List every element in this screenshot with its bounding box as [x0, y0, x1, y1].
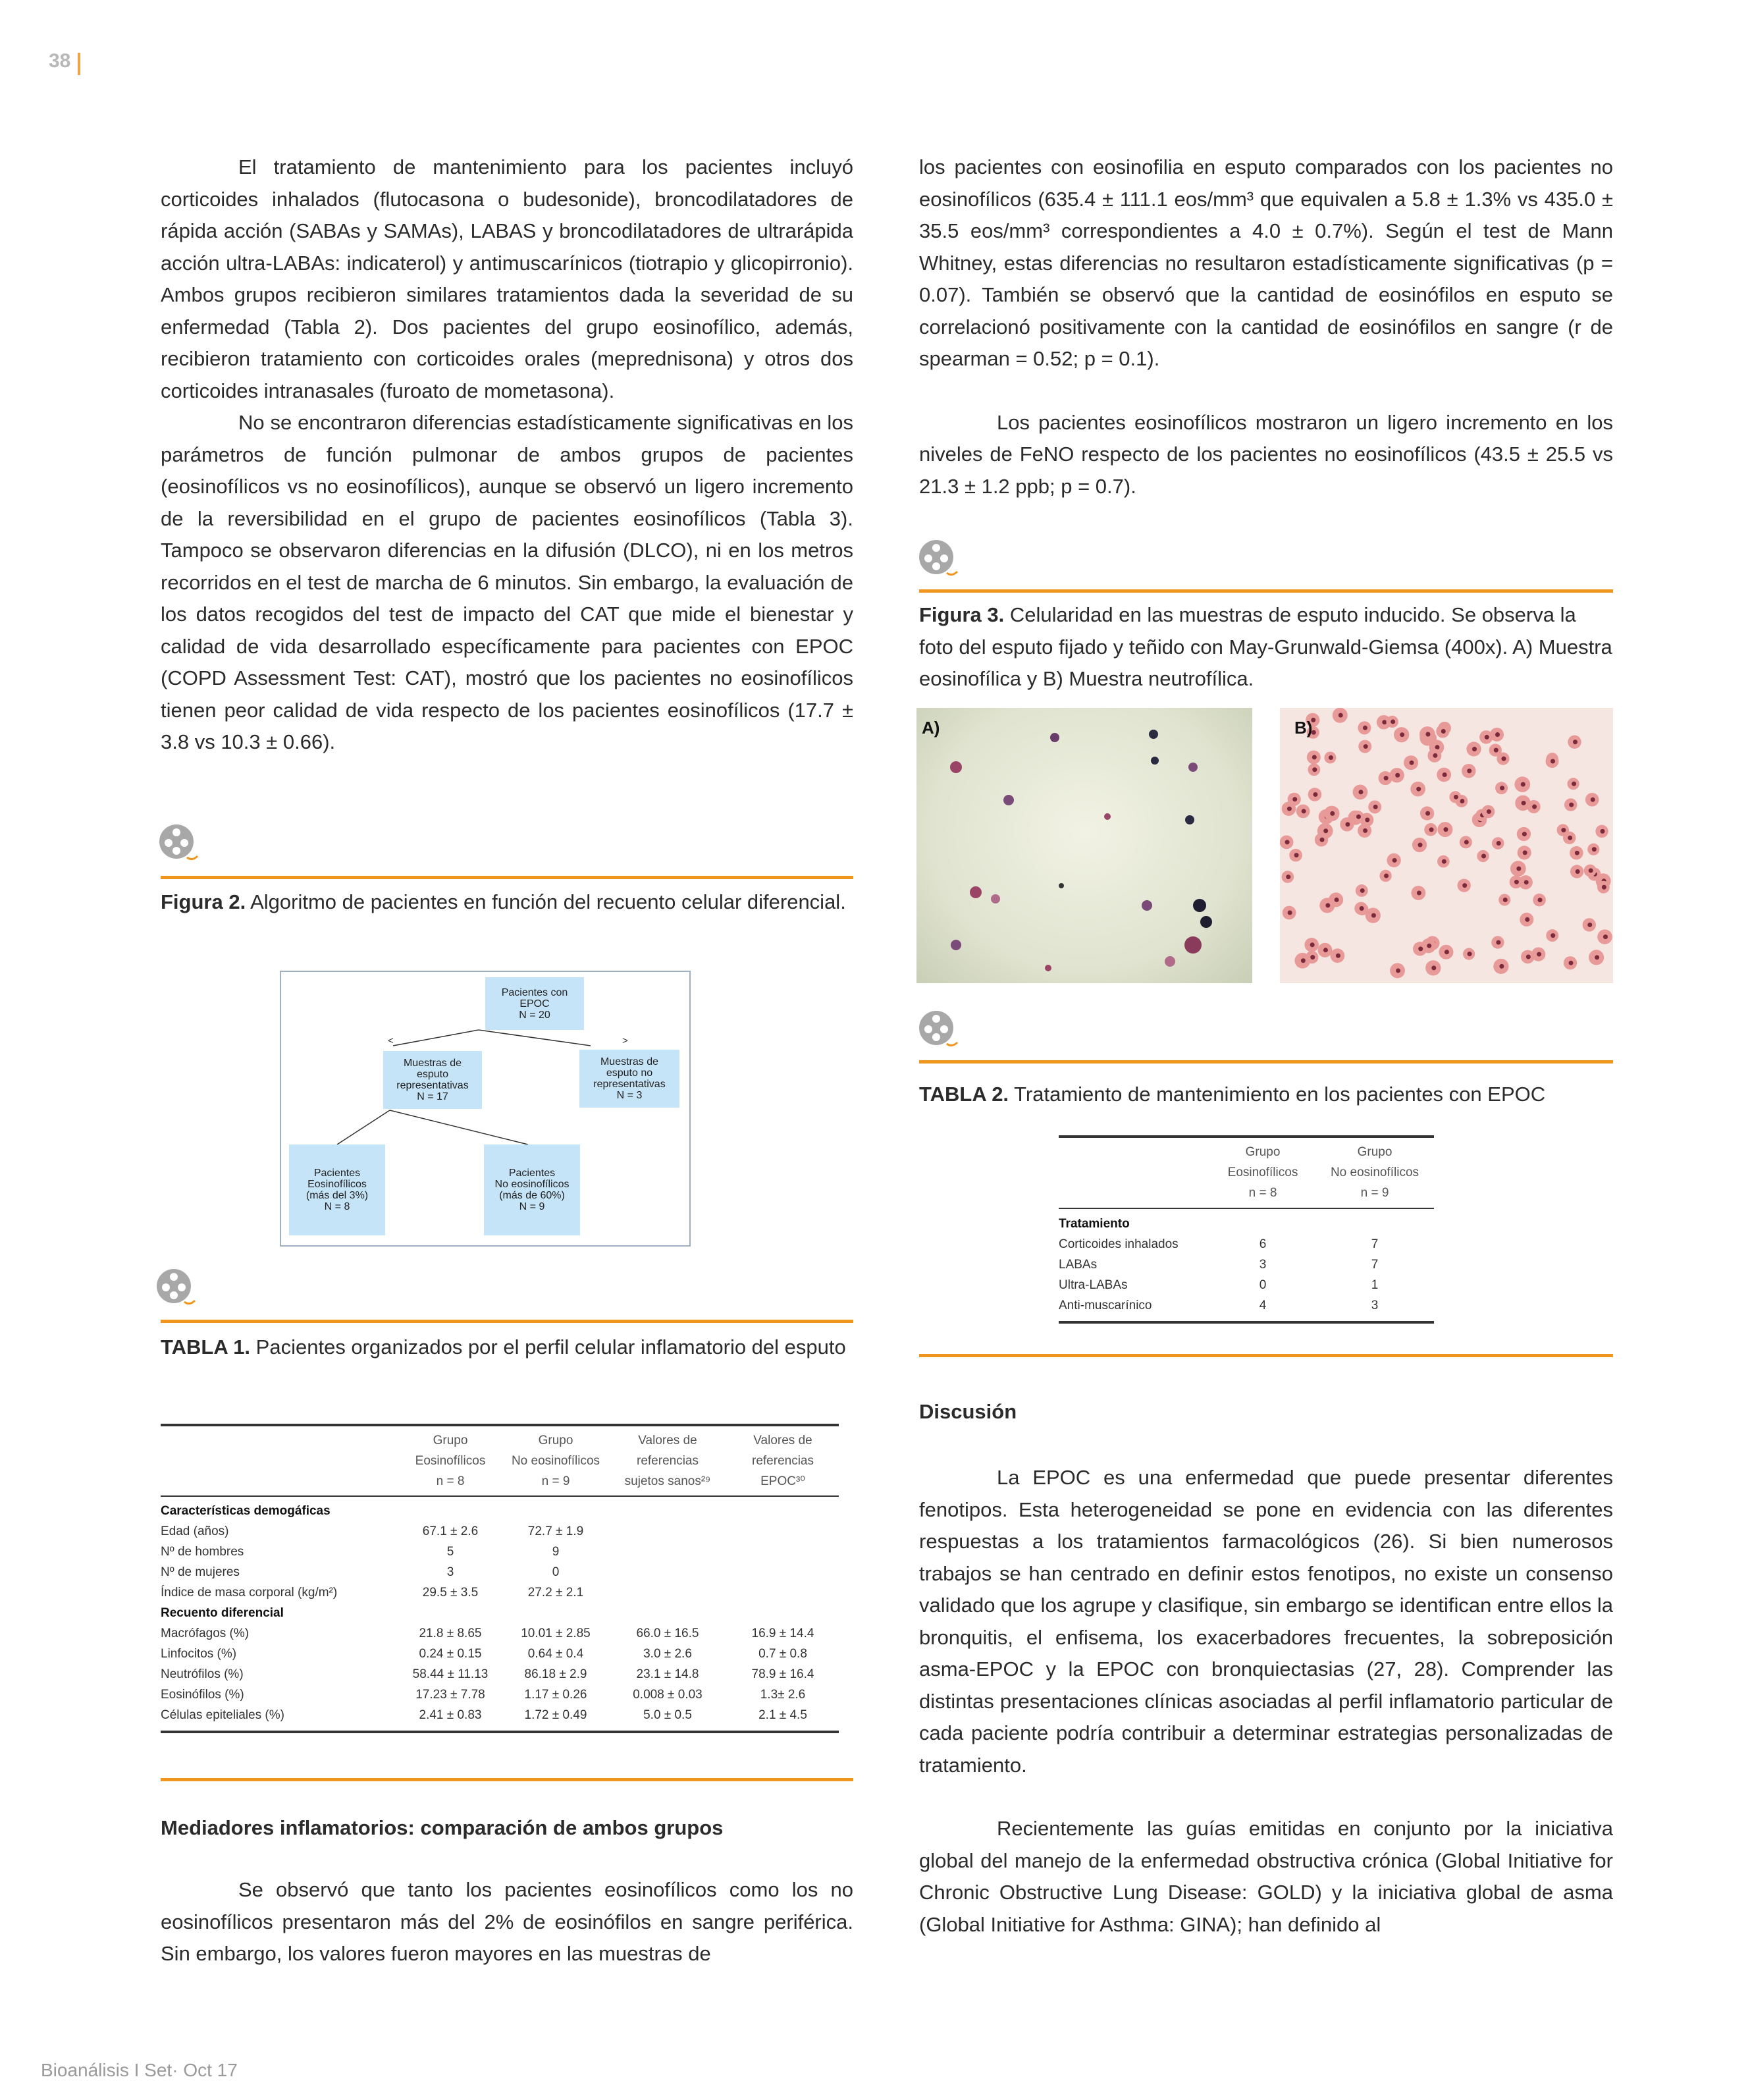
- footer-journal: Bioanálisis I Set· Oct 17: [41, 2060, 238, 2080]
- film-reel-icon: [918, 539, 959, 579]
- table-cell: 0.24 ± 0.15: [419, 1646, 482, 1661]
- table-cell: Linfocitos (%): [161, 1646, 237, 1661]
- right-column-top: [919, 151, 1613, 502]
- table-row: [161, 1623, 839, 1644]
- table2-bottom-rule: [1059, 1321, 1434, 1324]
- table-cell: 78.9 ± 16.4: [751, 1667, 814, 1681]
- table1-rule: [161, 1320, 853, 1323]
- table-cell: 21.8 ± 8.65: [419, 1626, 482, 1640]
- table-row: [1059, 1295, 1434, 1316]
- figure2-caption: [161, 886, 853, 919]
- flow-node-text: N = 9: [519, 1201, 545, 1212]
- paragraph-feno: Los pacientes eosinofílicos mostraron un ligero incremento en los niveles de FeNO respecto de los pacientes no eosinofílicos (43.5 ± 25.5 vs 21.3 ± 1.2 ppb; p = 0.7).: [919, 410, 1613, 498]
- table-cell: Macrófagos (%): [161, 1626, 250, 1640]
- flow-node-text: EPOC: [519, 998, 550, 1010]
- table-cell: 58.44 ± 11.13: [412, 1667, 489, 1681]
- micrograph-neutrophilic: [1280, 708, 1613, 983]
- table-cell: [727, 1582, 839, 1603]
- table2-label: TABLA 2.: [919, 1083, 1009, 1106]
- table1-header-cell: sujetos sanos²⁹: [624, 1474, 711, 1488]
- table-row: [1059, 1234, 1434, 1254]
- flow-node-text: Pacientes: [313, 1168, 361, 1179]
- flow-node-text: N = 17: [417, 1091, 448, 1102]
- film-reel-icon: [918, 1010, 959, 1050]
- flow-node-text: No eosinofílicos: [494, 1179, 570, 1190]
- table-row: [161, 1582, 839, 1603]
- right-column-bottom: [919, 1462, 1613, 1941]
- table1-header-cell: Grupo: [433, 1433, 468, 1447]
- table1-header-cell: EPOC³⁰: [760, 1474, 805, 1488]
- table1-grid: [161, 1430, 839, 1725]
- table-cell: 3.0 ± 2.6: [643, 1646, 692, 1661]
- table-cell: Edad (años): [161, 1524, 229, 1538]
- table1-header-cell: Valores de: [638, 1433, 697, 1447]
- table-row: [1059, 1275, 1434, 1295]
- table-row: [161, 1684, 839, 1705]
- table-cell: 66.0 ± 16.5: [636, 1626, 699, 1640]
- table-cell: 0.008 ± 0.03: [633, 1687, 703, 1702]
- table1-label: TABLA 1.: [161, 1335, 251, 1359]
- flow-node-text: N = 3: [616, 1090, 643, 1101]
- table-cell: 0.7 ± 0.8: [758, 1646, 807, 1661]
- flow-node-text: Eosinofílicos: [307, 1179, 367, 1190]
- table1-header-cell: n = 9: [541, 1474, 570, 1488]
- figure3-caption: [919, 599, 1613, 695]
- micrograph-a-cells: [916, 708, 1252, 983]
- table2-caption-text: Tratamiento de mantenimiento en los pacientes con EPOC: [1009, 1083, 1546, 1106]
- flow-node-text: (más del 3%): [305, 1190, 369, 1201]
- figure3-label: Figura 3.: [919, 603, 1005, 626]
- table-cell: 1.3± 2.6: [760, 1687, 806, 1702]
- mediadores-heading: Mediadores inflamatorios: comparación de ambos grupos: [161, 1816, 724, 1839]
- table1-header-cell: Grupo: [538, 1433, 573, 1447]
- table-cell: [608, 1521, 727, 1542]
- paragraph-discussion-phenotypes: La EPOC es una enfermedad que puede presentar diferentes fenotipos. Esta heterogeneidad se pone en evidencia con las diferentes respuestas a los tratamientos farmacológicos (26). Si bien numerosos trabajos se han centrado en definir estos fenotipos, no existe un consenso validado que los agrupe y clasifique, sin embargo se identifican entre ellos la bronquitis, el enfisema, los exacerbadores frecuentes, la sobreposición asma-EPOC y la EPOC con bronquiectasias (27, 28). Comprender las distintas presentaciones clínicas asociadas al perfil inflamatorio particular de cada paciente podría contribuir a determinar estrategias personalizadas de tratamiento.: [919, 1466, 1613, 1777]
- figure3-rule: [919, 589, 1613, 593]
- micrograph-eosinophilic: [916, 708, 1252, 983]
- table-cell: 6: [1259, 1237, 1267, 1251]
- table-cell: 86.18 ± 2.9: [524, 1667, 587, 1681]
- table-cell: Nº de hombres: [161, 1544, 244, 1559]
- table-cell: [608, 1582, 727, 1603]
- table-cell: Corticoides inhalados: [1059, 1237, 1179, 1251]
- flow-node-text: Muestras de: [600, 1056, 659, 1067]
- table1-end-rule: [161, 1778, 853, 1781]
- table-cell: 7: [1371, 1257, 1379, 1272]
- table1-header-cell: n = 8: [436, 1474, 465, 1488]
- table-cell: 4: [1259, 1298, 1267, 1312]
- table1-bottom-rule: [161, 1731, 839, 1733]
- table-cell: 2.41 ± 0.83: [419, 1708, 482, 1722]
- table-cell: 29.5 ± 3.5: [422, 1585, 479, 1600]
- table2-header-cell: Grupo: [1245, 1144, 1281, 1159]
- table1-header-cell: referencias: [752, 1453, 814, 1468]
- table-row: [161, 1542, 839, 1562]
- paragraph-sputum-eosinophilia: los pacientes con eosinofilia en esputo comparados con los pacientes no eosinofílicos (635.4 ± 111.1 eos/mm³ que equivalen a 5.8 ± 1.3% vs 435.0 ± 35.5 eos/mm³ correspondientes a 4.0 ± 0.7%). Según el test de Mann Whitney, estas diferencias no resultaron estadísticamente significativas (p = 0.07). También se observó que la cantidad de eosinófilos en esputo se correlacionó positivamente con la cantidad de eosinófilos en sangre (r de spearman = 0.52; p = 0.1).: [919, 155, 1613, 370]
- table2-end-rule: [919, 1354, 1613, 1357]
- micrograph-a-label: A): [922, 718, 940, 738]
- table-cell: [727, 1521, 839, 1542]
- paragraph-maintenance-treatment: El tratamiento de mantenimiento para los pacientes incluyó corticoides inhalados (flutocasona o budesonide), broncodilatadores de rápida acción (SABAs y SAMAs), LABAS y broncodilatadores de ultrarápida acción ultra-LABAs: indicaterol) y antimuscarínicos (tiotrapio y glicopirronio). Ambos grupos recibieron similares tratamientos dada la severidad de su enfermedad (Tabla 2). Dos pacientes del grupo eosinofílico, además, recibieron tratamiento con corticoides orales (meprednisona) y otros dos corticoides intranasales (furoato de mometasona).: [161, 155, 853, 402]
- film-reel-icon: [158, 823, 199, 864]
- flow-node-text: esputo: [416, 1069, 449, 1080]
- table-cell: Neutrófilos (%): [161, 1667, 244, 1681]
- flow-node-non-representative: [579, 1050, 679, 1108]
- table-row: [161, 1705, 839, 1725]
- flow-node-text: Muestras de: [403, 1058, 462, 1069]
- page-number: 38: [49, 50, 71, 72]
- table-cell: 72.7 ± 1.9: [527, 1524, 584, 1538]
- flow-node-text: representativas: [396, 1080, 469, 1091]
- table-row: [1059, 1254, 1434, 1275]
- table1-caption: [161, 1332, 853, 1364]
- table-row: [161, 1562, 839, 1582]
- table-cell: [727, 1542, 839, 1562]
- table-cell: 3: [1259, 1257, 1267, 1272]
- flow-node-text: esputo no: [606, 1067, 653, 1079]
- table-cell: 27.2 ± 2.1: [527, 1585, 584, 1600]
- table2-header-cell: Grupo: [1357, 1144, 1392, 1159]
- left-column-top: [161, 151, 853, 759]
- film-reel-icon: [155, 1268, 196, 1308]
- table2-header-cell: n = 9: [1360, 1185, 1389, 1200]
- table-cell: [608, 1562, 727, 1582]
- table-cell: 0: [552, 1565, 560, 1579]
- flow-node-eosinophilic: [289, 1144, 385, 1235]
- table-cell: Índice de masa corporal (kg/m²): [161, 1585, 338, 1600]
- paragraph-discussion-gold-gina: Recientemente las guías emitidas en conjunto por la iniciativa global del manejo de la enfermedad obstructiva crónica (Global Initiative for Chronic Obstructive Lung Disease: GOLD) y la iniciativa global de asma (Global Initiative for Asthma: GINA); han definido al: [919, 1817, 1613, 1936]
- flow-node-text: Pacientes: [508, 1168, 556, 1179]
- table-cell: 3: [1371, 1298, 1379, 1312]
- table1-header-cell: Valores de: [753, 1433, 812, 1447]
- table-cell: 17.23 ± 7.78: [415, 1687, 485, 1702]
- patient-algorithm-flowchart: [280, 971, 691, 1247]
- table1-header-cell: referencias: [637, 1453, 699, 1468]
- table-cell: Nº de mujeres: [161, 1565, 240, 1579]
- table-cell: Eosinófilos (%): [161, 1687, 244, 1702]
- table-cell: 67.1 ± 2.6: [422, 1524, 479, 1538]
- table-cell: [727, 1562, 839, 1582]
- figure2-label: Figura 2.: [161, 890, 246, 913]
- flow-arrow-right: >: [622, 1035, 628, 1046]
- table-cell: LABAs: [1059, 1257, 1098, 1272]
- table1-section-demographics: Características demogáficas: [161, 1503, 331, 1518]
- table-cell: 5: [446, 1544, 454, 1559]
- table2-top-rule: [1059, 1135, 1434, 1138]
- micrograph-b-cells: [1280, 708, 1613, 983]
- table-cell: 9: [552, 1544, 560, 1559]
- table-row: [161, 1664, 839, 1684]
- flow-node-text: N = 8: [324, 1201, 350, 1212]
- paragraph-lung-function: No se encontraron diferencias estadísticamente significativas en los parámetros de función pulmonar de ambos grupos de pacientes (eosinofílicos vs no eosinofílicos), aunque se observó un ligero incremento de la reversibilidad en el grupo de pacientes eosinofílicos (Tabla 3). Tampoco se observaron diferencias en la difusión (DLCO), ni en los metros recorridos en el test de marcha de 6 minutos. Sin embargo, la evaluación de los datos recogidos del test de impacto del CAT que mide el bienestar y calidad de vida desarrollado específicamente para pacientes con EPOC (COPD Assessment Test: CAT), mostró que los pacientes no eosinofílicos tienen peor calidad de vida respecto de los pacientes eosinofílicos (17.7 ± 3.8 vs 10.3 ± 0.66).: [161, 411, 853, 753]
- table2-caption: [919, 1079, 1613, 1111]
- table-cell: Ultra-LABAs: [1059, 1278, 1128, 1292]
- flow-node-representative: [383, 1051, 482, 1109]
- table2-grid: [1059, 1142, 1434, 1316]
- table1-header-cell: No eosinofílicos: [511, 1453, 600, 1468]
- figure2-rule: [161, 876, 853, 879]
- table-cell: Anti-muscarínico: [1059, 1298, 1152, 1312]
- paragraph-blood-eosinophils: Se observó que tanto los pacientes eosinofílicos como los no eosinofílicos presentaron más del 2% de eosinófilos en sangre periférica. Sin embargo, los valores fueron mayores en las muestras de: [161, 1878, 853, 1965]
- table-cell: 1: [1371, 1278, 1379, 1292]
- table-cell: [608, 1542, 727, 1562]
- table-cell: 10.01 ± 2.85: [521, 1626, 591, 1640]
- table-cell: 3: [446, 1565, 454, 1579]
- table1: [161, 1424, 839, 1733]
- table-cell: 0.64 ± 0.4: [527, 1646, 584, 1661]
- table2-header-cell: Eosinofílicos: [1227, 1165, 1298, 1179]
- flow-node-text: N = 20: [519, 1009, 550, 1021]
- table2-section-treatment: Tratamiento: [1059, 1216, 1130, 1231]
- table2-rule: [919, 1060, 1613, 1063]
- flow-node-text: representativas: [593, 1079, 666, 1090]
- table1-section-differential: Recuento diferencial: [161, 1605, 284, 1620]
- table-cell: 16.9 ± 14.4: [751, 1626, 814, 1640]
- table-row: [161, 1644, 839, 1664]
- table1-header-cell: Eosinofílicos: [415, 1453, 486, 1468]
- table2-header-cell: No eosinofílicos: [1330, 1165, 1419, 1179]
- table-cell: 23.1 ± 14.8: [636, 1667, 699, 1681]
- micrograph-b-label: B): [1294, 718, 1313, 738]
- table2-header-cell: n = 8: [1248, 1185, 1277, 1200]
- flow-arrow-left: <: [388, 1035, 394, 1046]
- table-cell: Células epiteliales (%): [161, 1708, 284, 1722]
- flow-node-non-eosinophilic: [484, 1144, 580, 1235]
- table-cell: 2.1 ± 4.5: [758, 1708, 807, 1722]
- table-cell: 7: [1371, 1237, 1379, 1251]
- flow-node-text: (más de 60%): [499, 1190, 565, 1201]
- flow-node-root: [485, 977, 584, 1030]
- table-cell: 1.17 ± 0.26: [524, 1687, 587, 1702]
- left-column-bottom: [161, 1874, 853, 1970]
- figure2-caption-text: Algoritmo de pacientes en función del recuento celular diferencial.: [246, 890, 846, 913]
- table1-top-rule: [161, 1424, 839, 1426]
- table-row: [161, 1521, 839, 1542]
- table-cell: 0: [1259, 1278, 1267, 1292]
- figure3-caption-text: Celularidad en las muestras de esputo inducido. Se observa la foto del esputo fijado y teñido con May-Grunwald-Giemsa (400x). A) Muestra eosinofílica y B) Muestra neutrofílica.: [919, 603, 1612, 690]
- table-cell: 1.72 ± 0.49: [524, 1708, 587, 1722]
- table1-caption-text: Pacientes organizados por el perfil celular inflamatorio del esputo: [250, 1335, 846, 1359]
- table-cell: 5.0 ± 0.5: [643, 1708, 692, 1722]
- flow-node-text: Pacientes con: [501, 986, 568, 998]
- discusion-heading: Discusión: [919, 1400, 1017, 1423]
- table2: [1059, 1135, 1434, 1324]
- page-number-mark: [78, 53, 80, 75]
